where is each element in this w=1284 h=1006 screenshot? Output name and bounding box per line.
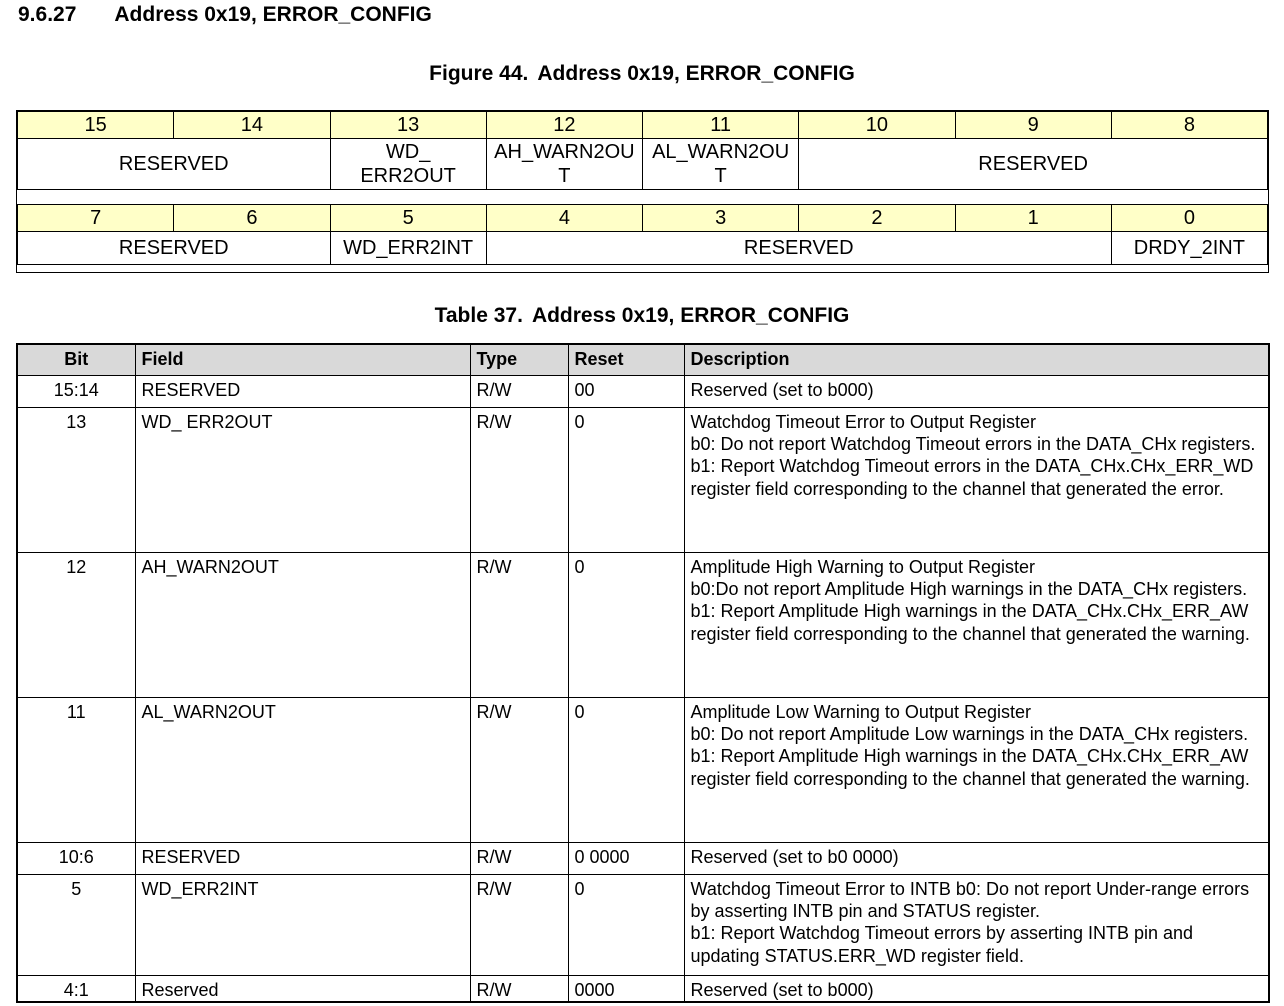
bit-field-cell: WD_ERR2INT — [330, 232, 486, 265]
description-cell — [684, 975, 1269, 1002]
description-paragraph: Amplitude High Warning to Output Register — [690, 556, 1035, 577]
bit-number-cell: 3 — [643, 205, 799, 232]
type-cell: R/W — [470, 975, 568, 1002]
bit-field-cell: RESERVED — [799, 139, 1268, 190]
description-cell — [684, 697, 1269, 842]
column-header-description: Description — [684, 344, 1269, 375]
table-caption — [0, 304, 1284, 328]
bit-number-cell: 7 — [18, 205, 174, 232]
column-header-bit: Bit — [17, 344, 135, 375]
table-row — [17, 407, 1269, 552]
section-number: 9.6.27 — [18, 3, 77, 26]
bit-field-cell: RESERVED — [18, 139, 331, 190]
table-row — [17, 842, 1269, 874]
bit-number-cell: 14 — [174, 112, 330, 139]
field-name-cell: AH_WARN2OUT — [135, 552, 470, 697]
bit-range-cell: 12 — [17, 552, 135, 697]
bit-range-cell: 11 — [17, 697, 135, 842]
register-description-table — [16, 343, 1270, 1003]
bit-field-cell: AL_WARN2OU T — [643, 139, 799, 190]
bit-field-cell: WD_ ERR2OUT — [330, 139, 486, 190]
table-row — [17, 552, 1269, 697]
bit-number-cell: 6 — [174, 205, 330, 232]
field-name-cell: Reserved — [135, 975, 470, 1002]
figure-caption-title: Address 0x19, ERROR_CONFIG — [537, 62, 855, 85]
bit-number-cell: 9 — [955, 112, 1111, 139]
table-row — [17, 697, 1269, 842]
table-row — [17, 874, 1269, 975]
description-cell — [684, 874, 1269, 975]
bit-number-cell: 5 — [330, 205, 486, 232]
field-name-cell: WD_ ERR2OUT — [135, 407, 470, 552]
bit-field-cell: DRDY_2INT — [1111, 232, 1267, 265]
bit-number-cell: 13 — [330, 112, 486, 139]
bit-range-cell: 13 — [17, 407, 135, 552]
table-row — [17, 375, 1269, 407]
bit-range-cell: 4:1 — [17, 975, 135, 1002]
type-cell: R/W — [470, 552, 568, 697]
bit-number-cell: 11 — [643, 112, 799, 139]
description-paragraph: Amplitude Low Warning to Output Register — [690, 701, 1031, 722]
field-name-cell: AL_WARN2OUT — [135, 697, 470, 842]
type-cell: R/W — [470, 375, 568, 407]
type-cell: R/W — [470, 697, 568, 842]
description-paragraph: Reserved (set to b000) — [690, 979, 874, 1000]
reset-cell: 0 0000 — [568, 842, 684, 874]
register-bitfield-figure — [16, 110, 1269, 273]
reset-cell: 0 — [568, 552, 684, 697]
field-name-cell: WD_ERR2INT — [135, 874, 470, 975]
reset-cell: 00 — [568, 375, 684, 407]
reset-cell: 0000 — [568, 975, 684, 1002]
bit-number-cell: 0 — [1111, 205, 1267, 232]
bit-field-cell: RESERVED — [486, 232, 1111, 265]
column-header-type: Type — [470, 344, 568, 375]
bit-number-cell: 1 — [955, 205, 1111, 232]
section-heading — [18, 3, 432, 27]
column-header-field: Field — [135, 344, 470, 375]
type-cell: R/W — [470, 842, 568, 874]
type-cell: R/W — [470, 407, 568, 552]
description-paragraph: b1: Report Watchdog Timeout errors by asserting INTB pin and updating STATUS.ERR_WD register field. — [690, 923, 1194, 966]
bitfield-table-0 — [17, 111, 1268, 190]
reset-cell: 0 — [568, 874, 684, 975]
description-paragraph: b1: Report Watchdog Timeout errors in the DATA_CHx.CHx_ERR_WD register field corresponding to the channel that generated the error. — [690, 456, 1254, 499]
bit-range-cell: 5 — [17, 874, 135, 975]
description-paragraph: Reserved (set to b0 0000) — [690, 846, 899, 867]
description-paragraph: Reserved (set to b000) — [690, 379, 874, 400]
bit-number-cell: 4 — [486, 205, 642, 232]
reset-cell: 0 — [568, 407, 684, 552]
bit-number-cell: 2 — [799, 205, 955, 232]
bit-number-cell: 15 — [18, 112, 174, 139]
description-cell — [684, 407, 1269, 552]
field-name-cell: RESERVED — [135, 842, 470, 874]
description-paragraph: b0: Do not report Watchdog Timeout errors in the DATA_CHx registers. — [690, 433, 1256, 454]
bit-number-cell: 12 — [486, 112, 642, 139]
bit-field-cell: AH_WARN2OU T — [486, 139, 642, 190]
description-paragraph: b0: Do not report Amplitude Low warnings in the DATA_CHx registers. — [690, 723, 1249, 744]
bit-range-cell: 10:6 — [17, 842, 135, 874]
description-cell — [684, 842, 1269, 874]
field-name-cell: RESERVED — [135, 375, 470, 407]
table-row — [17, 975, 1269, 1002]
description-paragraph: Watchdog Timeout Error to INTB b0: Do not report Under-range errors by asserting INTB pin and STATUS register. — [690, 878, 1250, 921]
description-paragraph: b1: Report Amplitude High warnings in the DATA_CHx.CHx_ERR_AW register field corresponding to the channel that generated the warning. — [690, 746, 1250, 789]
reset-cell: 0 — [568, 697, 684, 842]
bitfield-table-1 — [17, 204, 1268, 265]
description-cell — [684, 552, 1269, 697]
bit-range-cell: 15:14 — [17, 375, 135, 407]
figure-caption-label: Figure 44. — [429, 62, 529, 85]
table-caption-title: Address 0x19, ERROR_CONFIG — [531, 304, 850, 327]
column-header-reset: Reset — [568, 344, 684, 375]
type-cell: R/W — [470, 874, 568, 975]
description-paragraph: b1: Report Amplitude High warnings in the DATA_CHx.CHx_ERR_AW register field corresponding to the channel that generated the warning. — [690, 601, 1250, 644]
description-paragraph: b0:Do not report Amplitude High warnings in the DATA_CHx registers. — [690, 578, 1248, 599]
table-caption-label: Table 37. — [434, 304, 523, 327]
figure-caption — [0, 62, 1284, 86]
bit-number-cell: 8 — [1111, 112, 1267, 139]
description-paragraph: Watchdog Timeout Error to Output Register — [690, 411, 1036, 432]
description-cell — [684, 375, 1269, 407]
section-title: Address 0x19, ERROR_CONFIG — [114, 3, 432, 26]
bit-field-cell: RESERVED — [18, 232, 331, 265]
bit-number-cell: 10 — [799, 112, 955, 139]
